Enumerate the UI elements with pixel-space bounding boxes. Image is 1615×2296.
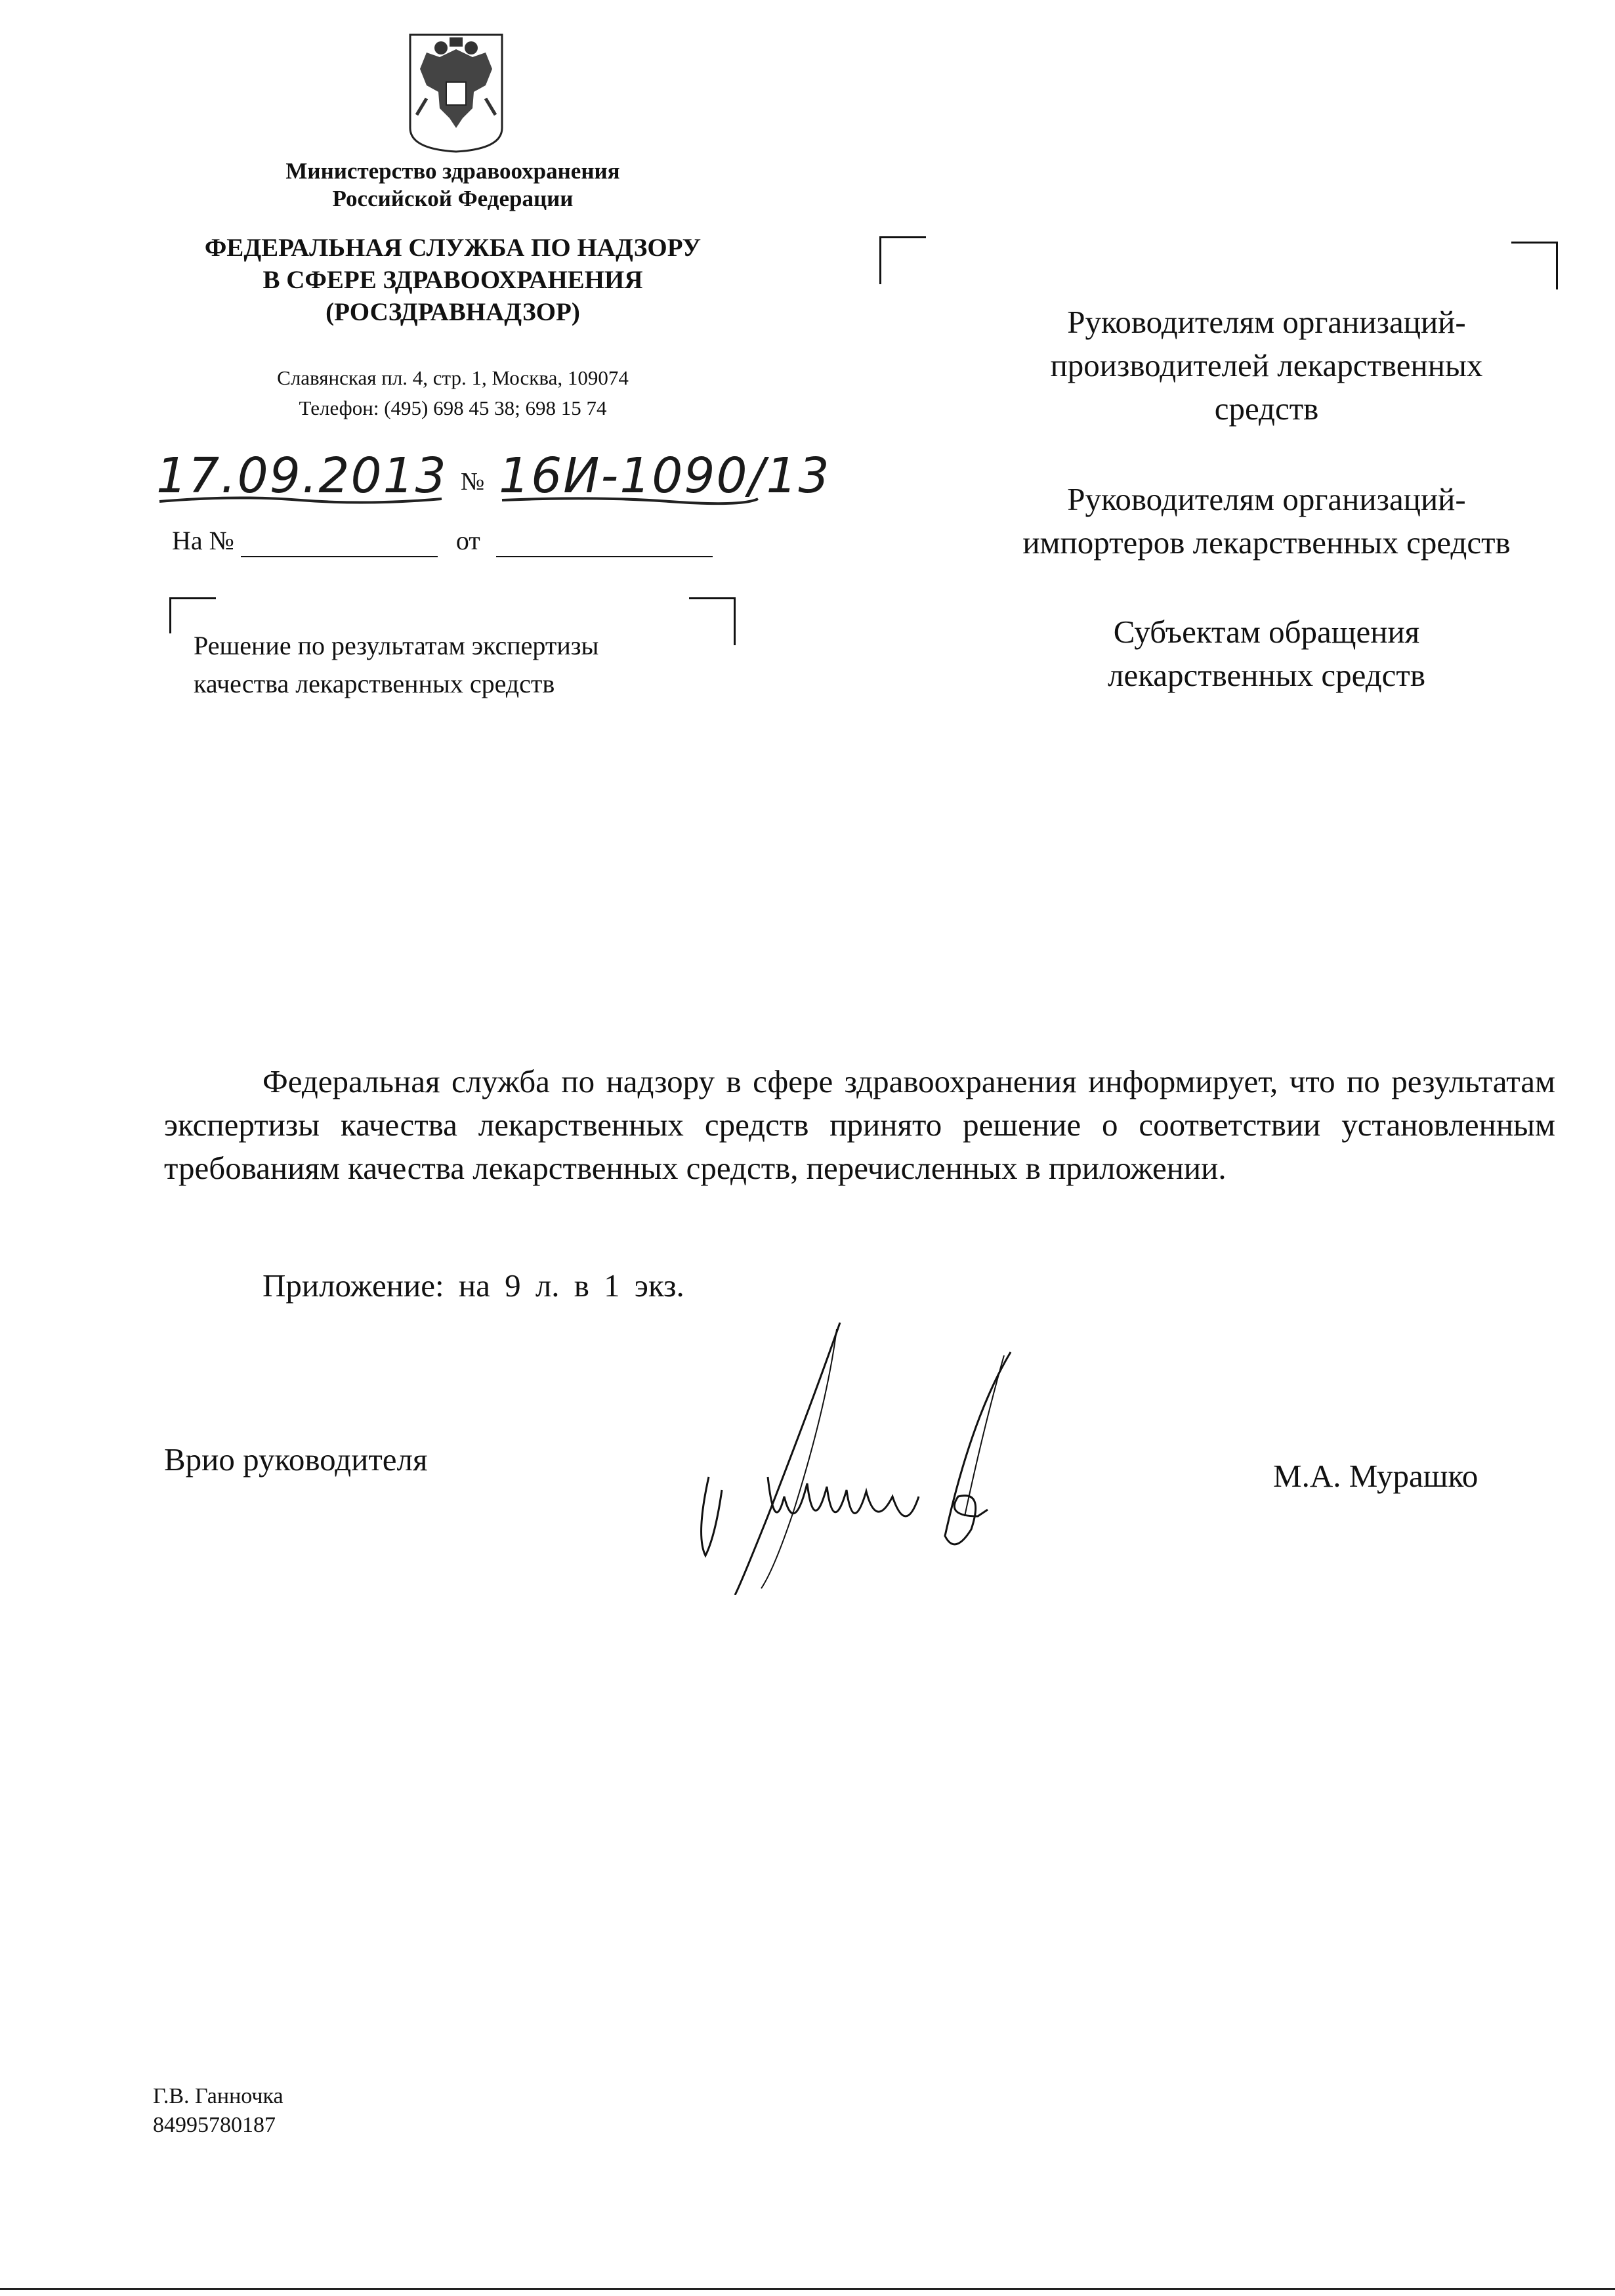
body-paragraph: Федеральная служба по надзору в сфере здравоохранения информирует, что по результатам экспертизы качества лекарственных средств принято решение о соответствии установленным требованиям качества лекарственных средств, перечисленных в приложении.	[164, 1063, 1555, 1186]
subject-corner-right	[689, 597, 736, 645]
executor-phone: 84995780187	[153, 2113, 276, 2137]
service-line-3: (РОСЗДРАВНАДЗОР)	[325, 298, 580, 326]
recipient-corner-left	[879, 236, 926, 284]
reference-number-label: На №	[172, 526, 234, 555]
subject-line-1: Решение по результатам экспертизы	[194, 631, 599, 660]
reference-from-label: от	[455, 526, 480, 555]
handwritten-signature	[696, 1319, 1063, 1595]
subject-line-2: качества лекарственных средств	[194, 669, 555, 698]
subject-block	[194, 627, 598, 703]
reference-row	[172, 525, 713, 557]
ministry-line-2: Российской Федерации	[332, 186, 574, 211]
recipient-corner-right	[1511, 242, 1558, 289]
service-phone: Телефон: (495) 698 45 38; 698 15 74	[299, 396, 607, 419]
recipient-line: лекарственных средств	[1108, 657, 1425, 693]
reference-number-blank	[241, 525, 438, 557]
recipient-manufacturers	[929, 301, 1605, 431]
service-name	[131, 232, 774, 328]
handwritten-registration-number: 16И-1090/13	[499, 448, 831, 504]
date-underline-stroke	[156, 494, 445, 507]
signatory-name: М.А. Мурашко	[1273, 1458, 1479, 1494]
ministry-name	[217, 158, 689, 213]
coat-of-arms-emblem	[400, 30, 512, 154]
reference-date-blank	[496, 525, 713, 557]
handwritten-date: 17.09.2013	[156, 448, 448, 504]
letter-body	[164, 1060, 1555, 1190]
recipient-importers	[929, 478, 1605, 564]
signatory-role: Врио руководителя	[164, 1441, 428, 1478]
recipient-line: производителей лекарственных	[1050, 347, 1483, 383]
executor-block	[153, 2082, 283, 2140]
recipient-line: Руководителям организаций-	[1067, 481, 1466, 517]
attachment-note: Приложение: на 9 л. в 1 экз.	[262, 1267, 684, 1304]
recipient-subjects	[929, 610, 1605, 697]
recipient-line: импортеров лекарственных средств	[1022, 524, 1511, 561]
service-address: Славянская пл. 4, стр. 1, Москва, 109074	[277, 366, 629, 389]
number-sign: №	[461, 468, 485, 496]
service-line-2: В СФЕРЕ ЗДРАВООХРАНЕНИЯ	[262, 266, 643, 294]
ministry-line-1: Министерство здравоохранения	[285, 158, 620, 184]
executor-name: Г.В. Ганночка	[153, 2084, 283, 2108]
page-bottom-edge	[0, 2288, 1615, 2290]
service-address-block	[197, 363, 709, 423]
recipient-line: средств	[1214, 391, 1319, 427]
number-underline-stroke	[499, 494, 761, 507]
recipient-line: Субъектам обращения	[1113, 614, 1420, 650]
service-line-1: ФЕДЕРАЛЬНАЯ СЛУЖБА ПО НАДЗОРУ	[204, 234, 702, 262]
recipient-line: Руководителям организаций-	[1067, 304, 1466, 340]
